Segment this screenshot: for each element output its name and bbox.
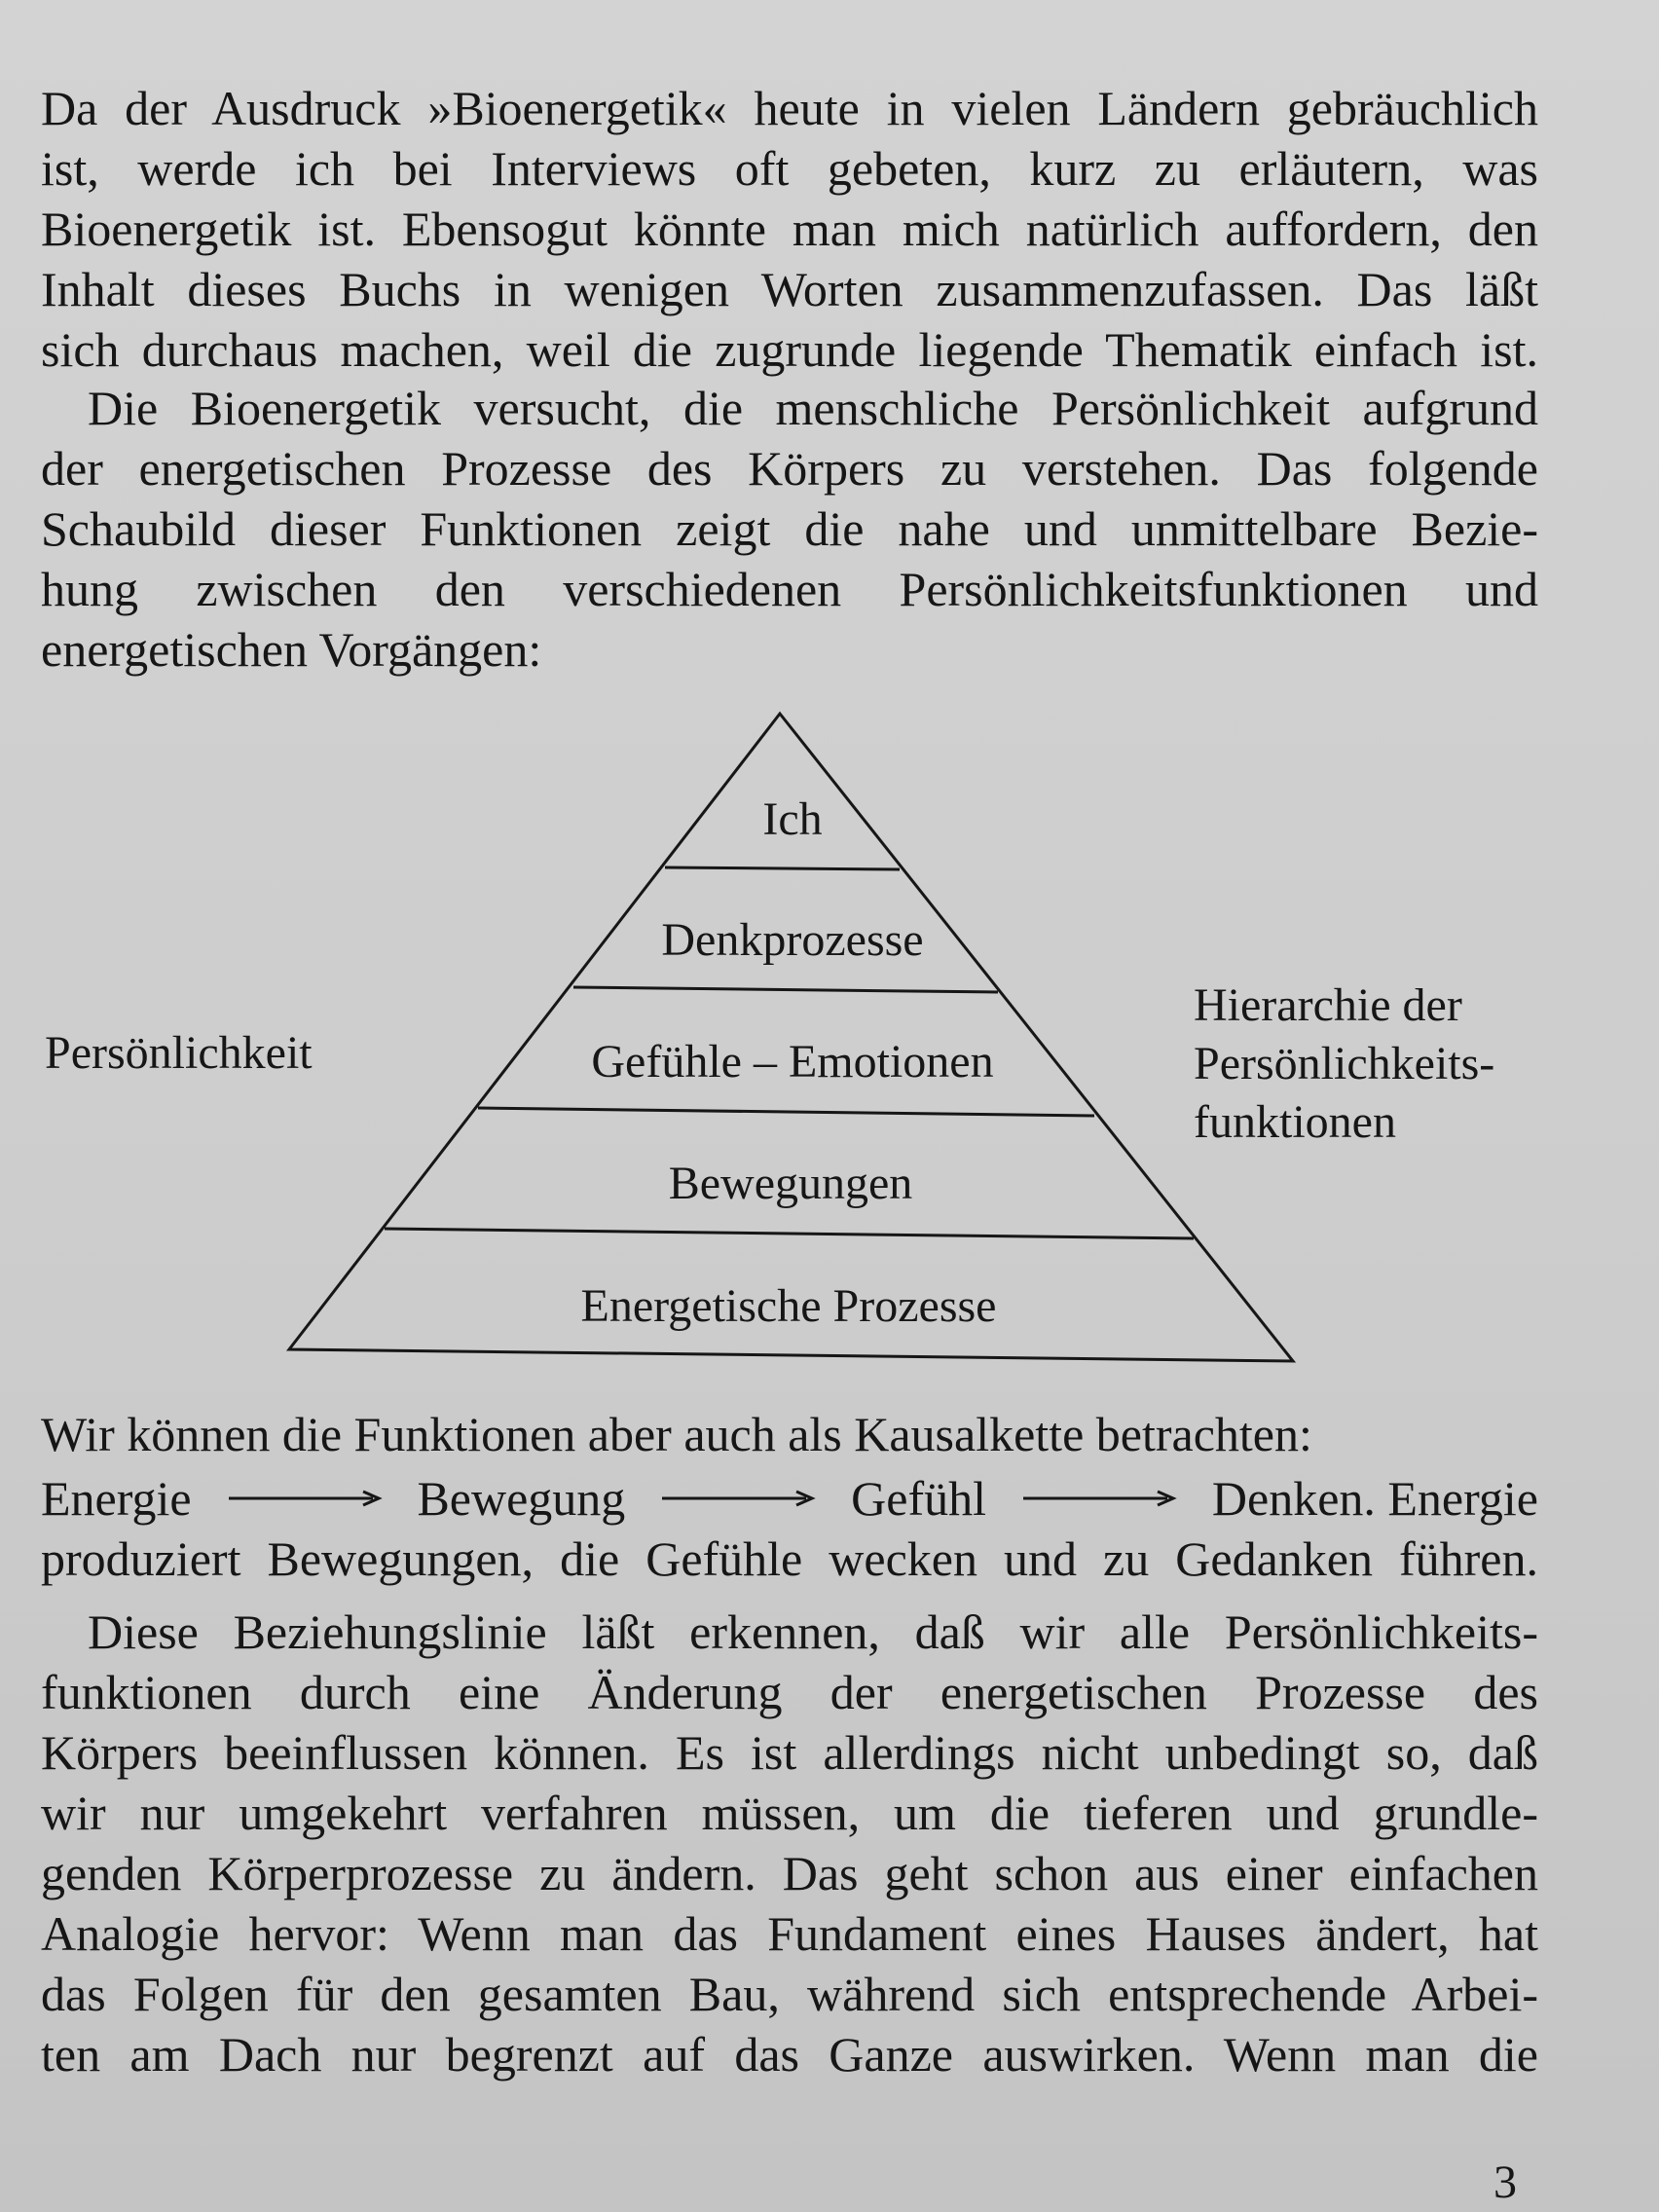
label-line: funktionen — [1194, 1096, 1396, 1148]
text-line: genden Körperprozesse zu ändern. Das geht schon aus einer einfachen — [41, 1846, 1538, 1900]
chain-item-denken: Denken. Energie — [1211, 1471, 1538, 1526]
pyramid-level-energetische-prozesse: Energetische Prozesse — [580, 1280, 997, 1332]
chain-item-energie: Energie — [41, 1471, 192, 1526]
text-line: Da der Ausdruck »Bioenergetik« heute in vielen Ländern gebräuchlich — [41, 81, 1538, 135]
text-line: energetischen Vorgängen: — [41, 622, 542, 677]
label-line: Hierarchie der — [1194, 979, 1462, 1031]
text-line: Bioenergetik ist. Ebensogut könnte man mich natürlich auffordern, den — [41, 202, 1538, 256]
arrow-right-icon — [660, 1489, 816, 1508]
label-hierarchie — [1194, 977, 1494, 1152]
arrow-right-icon — [1021, 1489, 1177, 1508]
label-persoenlichkeit: Persönlichkeit — [45, 1027, 313, 1079]
text-line: funktionen durch eine Änderung der energetischen Prozesse des — [41, 1665, 1538, 1719]
text-line: der energetischen Prozesse des Körpers zu verstehen. Das folgende — [41, 441, 1538, 496]
text-line: produziert Bewegungen, die Gefühle wecken und zu Gedanken führen. — [41, 1531, 1538, 1586]
text-line: das Folgen für den gesamten Bau, während sich entsprechende Arbei- — [41, 1967, 1538, 2021]
pyramid-divider — [385, 1229, 1194, 1238]
text-line: sich durchaus machen, weil die zugrunde liegende Thematik einfach ist. — [41, 322, 1538, 377]
text-line: wir nur umgekehrt verfahren müssen, um die tieferen und grundle- — [41, 1786, 1538, 1840]
arrow-right-icon — [227, 1489, 383, 1508]
paragraph-analogy — [41, 1602, 1538, 2084]
pyramid-divider — [665, 867, 900, 869]
pyramid-level-denkprozesse: Denkprozesse — [661, 914, 924, 966]
pyramid-level-ich: Ich — [762, 793, 823, 845]
label-line: Persönlichkeits- — [1194, 1038, 1495, 1089]
chain-item-bewegung: Bewegung — [417, 1471, 626, 1526]
text-line: Schaubild dieser Funktionen zeigt die nahe und unmittelbare Bezie- — [41, 501, 1538, 556]
paragraph-causal-chain — [41, 1404, 1538, 1464]
pyramid-divider — [573, 987, 998, 992]
text-line: Inhalt dieses Buchs in wenigen Worten zusammenzufassen. Das läßt — [41, 262, 1538, 316]
text-line: ten am Dach nur begrenzt auf das Ganze auswirken. Wenn man die — [41, 2027, 1538, 2082]
text-line: hung zwischen den verschiedenen Persönlichkeitsfunktionen und — [41, 562, 1538, 616]
pyramid-level-bewegungen: Bewegungen — [668, 1158, 913, 1209]
page-number: 3 — [1493, 2157, 1517, 2208]
text-line: Die Bioenergetik versucht, die menschliche Persönlichkeit aufgrund — [88, 381, 1538, 435]
chain-item-gefuehl: Gefühl — [851, 1471, 987, 1526]
paragraph-causal-chain-continued — [41, 1529, 1538, 1589]
pyramid-divider — [478, 1108, 1094, 1116]
text-line: Analogie hervor: Wenn man das Fundament eines Hauses ändert, hat — [41, 1906, 1538, 1961]
pyramid-level-gefuehle: Gefühle – Emotionen — [591, 1036, 994, 1088]
text-line: Wir können die Funktionen aber auch als Kausalkette betrachten: — [41, 1407, 1312, 1461]
text-line: Diese Beziehungslinie läßt erkennen, daß wir alle Persönlichkeits- — [88, 1604, 1538, 1659]
text-line: Körpers beeinflussen können. Es ist allerdings nicht unbedingt so, daß — [41, 1725, 1538, 1780]
causal-chain — [41, 1468, 1538, 1529]
text-line: ist, werde ich bei Interviews oft gebeten, kurz zu erläutern, was — [41, 141, 1538, 196]
